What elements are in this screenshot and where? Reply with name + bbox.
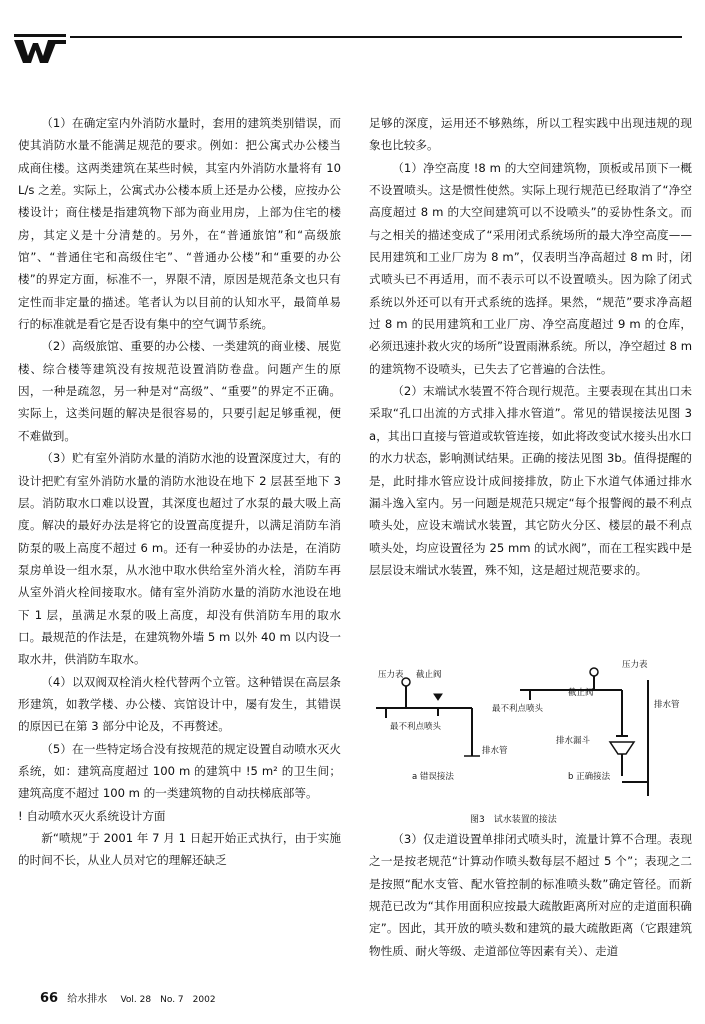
label-worst-nozzle-b: 最不利点喷头 — [492, 704, 544, 714]
label-drain-funnel-b: 排水漏斗 — [556, 736, 591, 746]
paragraph: （2）高级旅馆、重要的办公楼、一类建筑的商业楼、展览楼、综合楼等建筑没有按规范设置消防卷盘。问题产生的原因，一种是疏忽，另一种是对“高级”、“重要”的界定不正确。实际上，这类问题的解决是很容易的，只要引起足够重视，便不难做到。 — [18, 339, 341, 443]
page-footer — [40, 990, 216, 1006]
label-stop-valve-a: 截止阀 — [416, 670, 442, 680]
subcaption-a: a 错误接法 — [412, 772, 454, 782]
label-stop-valve-b: 截止阀 — [568, 688, 594, 698]
paragraph: （4）以双阀双栓消火栓代替两个立管。这种错误在高层条形建筑，如教学楼、办公楼、宾馆设计中，屡有发生，其错误的原因已在第 3 部分中论及，不再赘述。 — [18, 674, 341, 734]
figure-caption: 图3 试水装置的接法 — [470, 815, 557, 825]
volume-info: Vol. 28 No. 7 2002 — [120, 995, 216, 1005]
paragraph: （3）仅走道设置单排闭式喷头时，流量计算不合理。表现之一是按老规范“计算动作喷头数每层不超过 5 个”；表现之二是按照“配水支管、配水管控制的标准喷头数”确定管径。而新规范已改为“其作用面积应按最大疏散距离所对应的走道面积确定”。因此，其开放的喷头数和建筑的最大疏散距离（它跟建筑物性质、耐火等级、走道部位等因素有关）、走道 — [369, 832, 692, 958]
header-rule — [70, 36, 682, 38]
journal-logo — [14, 34, 66, 64]
journal-name: 给水排水 — [67, 994, 108, 1005]
label-drain-pipe-a: 排水管 — [482, 746, 508, 756]
paragraph: （2）末端试水装置不符合现行规范。主要表现在其出口未采取“孔口出流的方式排入排水管道”。常见的错误接法见图 3a，其出口直接与管道或软管连接，如此将改变试水接头出水口的水力状态，影响测试结果。正确的接法见图 3b。值得提醒的是，此时排水管应设计成间接排放，防止下水道气体通过排水漏斗逸入室内。另一问题是规范只规定“每个报警阀的最不利点喷头处，应设末端试水装置，其它防火分区、楼层的最不利点喷头处，均应设置径为 25 mm 的试水阀”，而在工程实践中是层层设末端试水装置，殊不知，这是超过规范要求的。 — [369, 384, 692, 577]
right-column — [369, 112, 692, 581]
page-number: 66 — [40, 991, 59, 1006]
logo-w-icon — [14, 34, 66, 64]
label-pressure-gauge-a: 压力表 — [378, 670, 404, 680]
left-column — [18, 112, 341, 872]
paragraph: （3）贮有室外消防水量的消防水池的设置深度过大，有的设计把贮有室外消防水量的消防水池设在地下 2 层甚至地下 3 层。消防取水口难以设置，其深度也超过了水泵的最大吸上高度。解决的最好办法是将它的设置高度提升，以满足消防车消防泵的吸上高度不超过 6 m。还有一种妥协的办法是，在消防泵房单设一组水泵，从水池中取水供给室外消火栓，消防车再从室外消火栓间接取水。储有室外消防水量的消防水池设在地下 1 层，虽满足水泵的吸上高度，却没有供消防车用的取水口。最规范的作法是，在建筑物外墙 5 m 以外 40 m 以内设一取水井，供消防车取水。 — [18, 451, 341, 667]
paragraph: 新“喷规”于 2001 年 7 月 1 日起开始正式执行，由于实施的时间不长，从业人员对它的理解还缺乏 — [18, 831, 341, 868]
paragraph: （1）净空高度 !8 m 的大空间建筑物，顶板或吊顶下一概不设置喷头。这是惯性使然。实际上现行规范已经取消了“净空高度超过 8 m 的大空间建筑可以不设喷头”的妥协性条文。而与之相关的描述变成了“采用闭式系统场所的最大净空高度——民用建筑和工业厂房为 8 m”，仅表明当净高超过 8 m 时，闭式喷头已不再适用，而不表示可以不设置喷头。因为除了闭式系统以外还可以有开式系统的选择。果然，“规范”要求净高超过 8 m 的民用建筑和工业厂房、净空高度超过 9 m 的仓库，必须迅速扑救火灾的场所”设置雨淋系统。所以，净空超过 8 m 的建筑物不设喷头，已失去了它普遍的合法性。 — [369, 160, 692, 376]
paragraph: 足够的深度，运用还不够熟练，所以工程实践中出现违规的现象也比较多。 — [369, 116, 692, 153]
paragraph: （5）在一些特定场合没有按规范的规定设置自动喷水灭火系统，如：建筑高度超过 100 m 的建筑中 !5 m² 的卫生间；建筑高度不超过 100 m 的一类建筑物的自动扶梯底部等。 — [18, 741, 341, 801]
section-heading: ! 自动喷水灭火系统设计方面 — [18, 808, 166, 823]
label-worst-nozzle-a: 最不利点喷头 — [390, 722, 442, 732]
subcaption-b: b 正确接法 — [568, 772, 611, 782]
label-pressure-gauge-b: 压力表 — [622, 660, 648, 670]
label-drain-pipe-b: 排水管 — [654, 700, 680, 710]
figure-3 — [372, 656, 690, 826]
paragraph: （1）在确定室内外消防水量时，套用的建筑类别错误，而使其消防水量不能满足规范的要求。例如：把公寓式办公楼当成商住楼。这两类建筑在某些时候，其室内外消防水量将有 10 L/s 之差。实际上，公寓式办公楼本质上还是办公楼，应按办公楼设计；商住楼是指建筑物下部为商业用房，上部为住宅的楼房，其定义是十分清楚的。另外，在“普通旅馆”和“高级旅馆”、“普通住宅和高级住宅”、“普通办公楼”和“重要的办公楼”的界定方面，标准不一，界限不清，原因是规范条文也只有定性而非定量的描述。笔者认为以目前的认知水平，最简单易行的标准就是看它是否设有集中的空气调节系统。 — [18, 116, 341, 332]
right-column-lower — [369, 828, 692, 962]
